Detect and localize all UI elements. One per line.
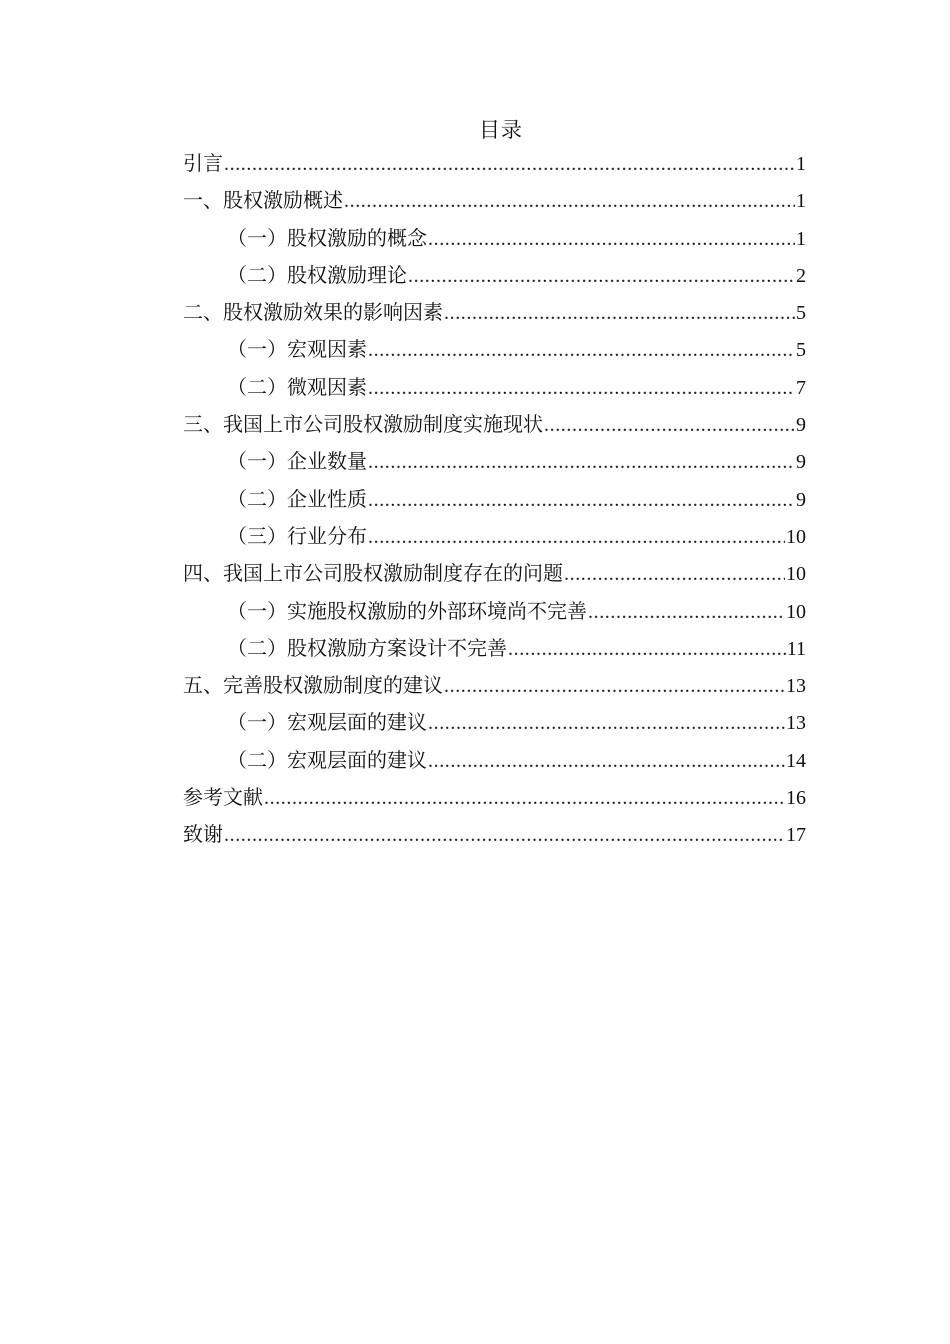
toc-entry-chapter[interactable] bbox=[183, 183, 806, 220]
toc-entry-section[interactable] bbox=[183, 705, 806, 742]
toc-entry-chapter[interactable] bbox=[183, 817, 806, 854]
toc-entry-section[interactable] bbox=[183, 332, 806, 369]
toc-entry-label: （一）股权激励的概念 bbox=[227, 227, 427, 250]
toc-dot-leader bbox=[544, 407, 795, 444]
toc-dot-leader bbox=[224, 146, 795, 183]
toc-page-number: 9 bbox=[796, 451, 806, 474]
toc-dot-leader bbox=[264, 780, 785, 817]
toc-dot-leader bbox=[428, 743, 785, 780]
toc-page-number: 1 bbox=[796, 227, 806, 250]
toc-dot-leader bbox=[344, 183, 795, 220]
toc-dot-leader bbox=[588, 594, 785, 631]
toc-page-number: 9 bbox=[796, 414, 806, 437]
toc-entry-section[interactable] bbox=[183, 444, 806, 481]
toc-dot-leader bbox=[444, 295, 795, 332]
toc-entry-label: 一、股权激励概述 bbox=[183, 190, 343, 213]
toc-entry-chapter[interactable] bbox=[183, 780, 806, 817]
toc-entry-label: 致谢 bbox=[183, 824, 223, 847]
toc-entry-section[interactable] bbox=[183, 370, 806, 407]
toc-entry-section[interactable] bbox=[183, 594, 806, 631]
toc-entry-label: 引言 bbox=[183, 153, 223, 175]
toc-page-number: 7 bbox=[796, 376, 806, 399]
toc-entry-section[interactable] bbox=[183, 221, 806, 258]
toc-page-number: 10 bbox=[786, 525, 806, 548]
toc-entry-chapter[interactable] bbox=[183, 146, 806, 183]
toc-dot-leader bbox=[444, 668, 785, 705]
toc-entry-section[interactable] bbox=[183, 631, 806, 668]
toc-entry-label: （二）企业性质 bbox=[227, 488, 367, 511]
toc-entry-chapter[interactable] bbox=[183, 556, 806, 593]
toc-page-number: 11 bbox=[786, 637, 806, 660]
toc-page-number: 5 bbox=[796, 339, 806, 362]
toc-entry-chapter[interactable] bbox=[183, 295, 806, 332]
toc-entry-label: （二）股权激励理论 bbox=[227, 264, 407, 287]
toc-entry-label: 五、完善股权激励制度的建议 bbox=[183, 675, 443, 698]
toc-dot-leader bbox=[368, 332, 795, 369]
toc-dot-leader bbox=[368, 444, 795, 481]
toc-entry-label: （三）行业分布 bbox=[227, 525, 367, 548]
toc-dot-leader bbox=[368, 482, 795, 519]
toc-entry-section[interactable] bbox=[183, 482, 806, 519]
toc-entry-label: （一）宏观因素 bbox=[227, 339, 367, 362]
toc-entry-section[interactable] bbox=[183, 743, 806, 780]
toc-entry-chapter[interactable] bbox=[183, 668, 806, 705]
toc-entry-label: （一）企业数量 bbox=[227, 451, 367, 474]
toc-dot-leader bbox=[428, 705, 785, 742]
toc-dot-leader bbox=[408, 258, 795, 295]
toc-entry-label: （二）股权激励方案设计不完善 bbox=[227, 637, 507, 660]
toc-page-number: 1 bbox=[796, 153, 806, 175]
toc-page-number: 5 bbox=[796, 302, 806, 325]
toc-page-number: 13 bbox=[786, 712, 806, 735]
toc-entry-label: （二）微观因素 bbox=[227, 376, 367, 399]
toc-dot-leader bbox=[508, 631, 786, 668]
toc-entry-label: 参考文献 bbox=[183, 787, 263, 810]
toc-dot-leader bbox=[564, 556, 785, 593]
toc-page-number: 10 bbox=[786, 563, 806, 586]
toc-title: 目录 bbox=[479, 118, 523, 142]
toc-entry-section[interactable] bbox=[183, 519, 806, 556]
toc-entry-chapter[interactable] bbox=[183, 407, 806, 444]
toc-dot-leader bbox=[368, 370, 795, 407]
toc-page-number: 2 bbox=[796, 264, 806, 287]
table-of-contents bbox=[183, 146, 806, 855]
toc-entry-section[interactable] bbox=[183, 258, 806, 295]
toc-page-number: 16 bbox=[786, 787, 806, 810]
toc-entry-label: （二）宏观层面的建议 bbox=[227, 749, 427, 772]
toc-page-number: 14 bbox=[786, 749, 806, 772]
toc-entry-label: 三、我国上市公司股权激励制度实施现状 bbox=[183, 414, 543, 437]
toc-page-number: 9 bbox=[796, 488, 806, 511]
toc-page-number: 17 bbox=[786, 824, 806, 847]
toc-entry-label: （一）实施股权激励的外部环境尚不完善 bbox=[227, 600, 587, 623]
toc-entry-label: 四、我国上市公司股权激励制度存在的问题 bbox=[183, 563, 563, 586]
toc-dot-leader bbox=[224, 817, 785, 854]
toc-entry-label: （一）宏观层面的建议 bbox=[227, 712, 427, 735]
toc-dot-leader bbox=[368, 519, 785, 556]
toc-page-number: 13 bbox=[786, 675, 806, 698]
toc-page-number: 1 bbox=[796, 190, 806, 213]
toc-dot-leader bbox=[428, 221, 795, 258]
toc-entry-label: 二、股权激励效果的影响因素 bbox=[183, 302, 443, 325]
toc-page-number: 10 bbox=[786, 600, 806, 623]
